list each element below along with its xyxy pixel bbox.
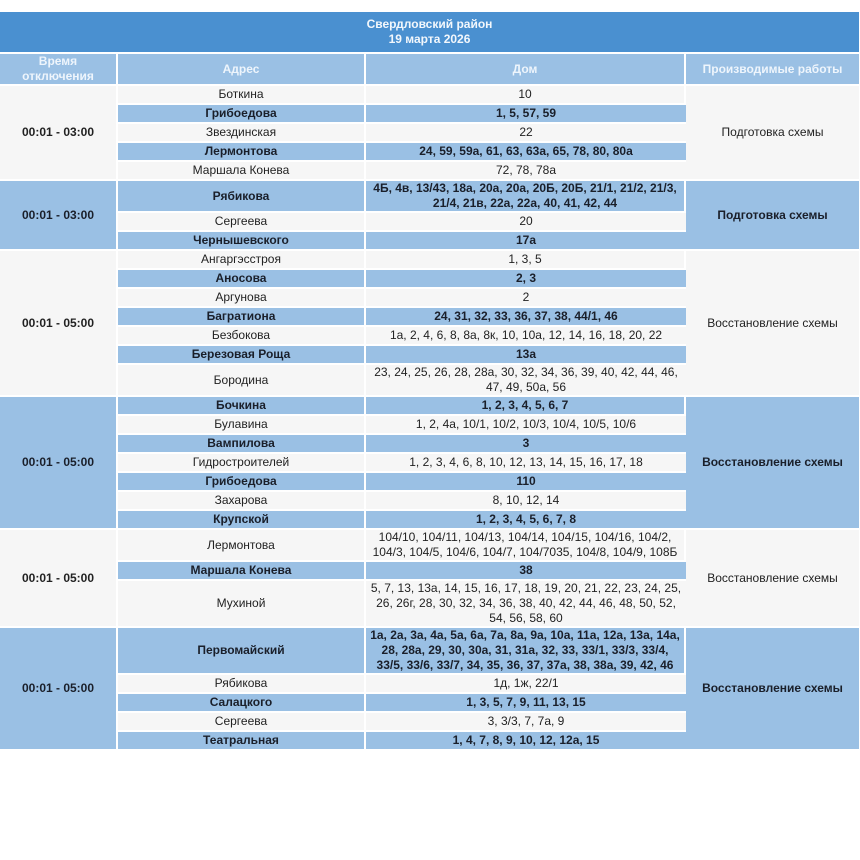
house-numbers: 5, 7, 13, 13а, 14, 15, 16, 17, 18, 19, 20, 21, 22, 23, 24, 25, 26, 26г, 28, 30, 32, 34, 36, 38, 40, 42, 44, 46, 48, 50, 52, 54, 56, 58, 60 bbox=[366, 581, 686, 628]
street-name: Булавина bbox=[118, 416, 366, 435]
outage-time: 00:01 - 03:00 bbox=[0, 86, 118, 181]
street-name: Гидростроителей bbox=[118, 454, 366, 473]
house-numbers: 8, 10, 12, 14 bbox=[366, 492, 686, 511]
table-row bbox=[0, 86, 859, 105]
outage-time: 00:01 - 05:00 bbox=[0, 530, 118, 628]
house-numbers: 17а bbox=[366, 232, 686, 251]
house-numbers: 1, 2, 3, 4, 5, 6, 7, 8 bbox=[366, 511, 686, 530]
column-header-work: Производимые работы bbox=[686, 54, 859, 86]
house-numbers: 13а bbox=[366, 346, 686, 365]
street-name: Грибоедова bbox=[118, 473, 366, 492]
street-name: Березовая Роща bbox=[118, 346, 366, 365]
street-name: Бородина bbox=[118, 365, 366, 397]
street-name: Театральная bbox=[118, 732, 366, 751]
table-row bbox=[0, 628, 859, 675]
column-header-house: Дом bbox=[366, 54, 686, 86]
street-name: Аносова bbox=[118, 270, 366, 289]
street-name: Рябикова bbox=[118, 675, 366, 694]
house-numbers: 1, 2, 4а, 10/1, 10/2, 10/3, 10/4, 10/5, 10/6 bbox=[366, 416, 686, 435]
column-header-time: Время отключения bbox=[0, 54, 118, 86]
street-name: Безбокова bbox=[118, 327, 366, 346]
work-description: Восстановление схемы bbox=[686, 397, 859, 530]
outage-time: 00:01 - 03:00 bbox=[0, 181, 118, 251]
street-name: Маршала Конева bbox=[118, 162, 366, 181]
street-name: Первомайский bbox=[118, 628, 366, 675]
street-name: Аргунова bbox=[118, 289, 366, 308]
house-numbers: 1а, 2а, 3а, 4а, 5а, 6а, 7а, 8а, 9а, 10а, 11а, 12а, 13а, 14а, 28, 28а, 29, 30, 30а, 31, 31а, 32, 33, 33/1, 33/3, 33/4, 33/5, 33/6, 33/7, 34, 35, 36, 37, 37а, 38, 38а, 39, 42, 46 bbox=[366, 628, 686, 675]
house-numbers: 104/10, 104/11, 104/13, 104/14, 104/15, 104/16, 104/2, 104/3, 104/5, 104/6, 104/7, 104/7035, 104/8, 104/9, 108Б bbox=[366, 530, 686, 562]
street-name: Рябикова bbox=[118, 181, 366, 213]
house-numbers: 3, 3/3, 7, 7а, 9 bbox=[366, 713, 686, 732]
work-description: Подготовка схемы bbox=[686, 181, 859, 251]
work-description: Подготовка схемы bbox=[686, 86, 859, 181]
street-name: Звездинская bbox=[118, 124, 366, 143]
work-description: Восстановление схемы bbox=[686, 251, 859, 397]
table-body bbox=[0, 86, 859, 751]
house-numbers: 72, 78, 78a bbox=[366, 162, 686, 181]
table-row bbox=[0, 397, 859, 416]
street-name: Захарова bbox=[118, 492, 366, 511]
table-title bbox=[0, 12, 859, 54]
outage-table bbox=[0, 12, 859, 751]
street-name: Лермонтова bbox=[118, 530, 366, 562]
street-name: Мухиной bbox=[118, 581, 366, 628]
street-name: Чернышевского bbox=[118, 232, 366, 251]
house-numbers: 1, 3, 5 bbox=[366, 251, 686, 270]
house-numbers: 1, 3, 5, 7, 9, 11, 13, 15 bbox=[366, 694, 686, 713]
street-name: Салацкого bbox=[118, 694, 366, 713]
street-name: Багратиона bbox=[118, 308, 366, 327]
street-name: Боткина bbox=[118, 86, 366, 105]
street-name: Сергеева bbox=[118, 213, 366, 232]
house-numbers: 1д, 1ж, 22/1 bbox=[366, 675, 686, 694]
house-numbers: 10 bbox=[366, 86, 686, 105]
house-numbers: 3 bbox=[366, 435, 686, 454]
street-name: Грибоедова bbox=[118, 105, 366, 124]
house-numbers: 1, 2, 3, 4, 6, 8, 10, 12, 13, 14, 15, 16, 17, 18 bbox=[366, 454, 686, 473]
street-name: Ангаргэсстроя bbox=[118, 251, 366, 270]
street-name: Сергеева bbox=[118, 713, 366, 732]
house-numbers: 1, 2, 3, 4, 5, 6, 7 bbox=[366, 397, 686, 416]
house-numbers: 24, 59, 59a, 61, 63, 63a, 65, 78, 80, 80a bbox=[366, 143, 686, 162]
work-description: Восстановление схемы bbox=[686, 530, 859, 628]
street-name: Вампилова bbox=[118, 435, 366, 454]
house-numbers: 1, 5, 57, 59 bbox=[366, 105, 686, 124]
house-numbers: 22 bbox=[366, 124, 686, 143]
house-numbers: 1, 4, 7, 8, 9, 10, 12, 12а, 15 bbox=[366, 732, 686, 751]
street-name: Бочкина bbox=[118, 397, 366, 416]
outage-time: 00:01 - 05:00 bbox=[0, 628, 118, 751]
house-numbers: 38 bbox=[366, 562, 686, 581]
house-numbers: 4Б, 4в, 13/43, 18а, 20а, 20а, 20Б, 20Б, 21/1, 21/2, 21/3, 21/4, 21в, 22а, 22а, 40, 41, 42, 44 bbox=[366, 181, 686, 213]
table-row bbox=[0, 251, 859, 270]
outage-time: 00:01 - 05:00 bbox=[0, 251, 118, 397]
house-numbers: 2, 3 bbox=[366, 270, 686, 289]
work-description: Восстановление схемы bbox=[686, 628, 859, 751]
street-name: Маршала Конева bbox=[118, 562, 366, 581]
house-numbers: 1а, 2, 4, 6, 8, 8а, 8к, 10, 10а, 12, 14, 16, 18, 20, 22 bbox=[366, 327, 686, 346]
schedule-date: 19 марта 2026 bbox=[388, 32, 471, 46]
table-row bbox=[0, 530, 859, 562]
house-numbers: 110 bbox=[366, 473, 686, 492]
column-header-row bbox=[0, 54, 859, 86]
street-name: Крупской bbox=[118, 511, 366, 530]
house-numbers: 24, 31, 32, 33, 36, 37, 38, 44/1, 46 bbox=[366, 308, 686, 327]
house-numbers: 20 bbox=[366, 213, 686, 232]
outage-time: 00:01 - 05:00 bbox=[0, 397, 118, 530]
house-numbers: 23, 24, 25, 26, 28, 28а, 30, 32, 34, 36, 39, 40, 42, 44, 46, 47, 49, 50а, 56 bbox=[366, 365, 686, 397]
table-row bbox=[0, 181, 859, 213]
column-header-address: Адрес bbox=[118, 54, 366, 86]
outage-schedule bbox=[0, 12, 859, 751]
district-name: Свердловский район bbox=[366, 17, 493, 31]
title-row bbox=[0, 12, 859, 54]
street-name: Лермонтова bbox=[118, 143, 366, 162]
house-numbers: 2 bbox=[366, 289, 686, 308]
